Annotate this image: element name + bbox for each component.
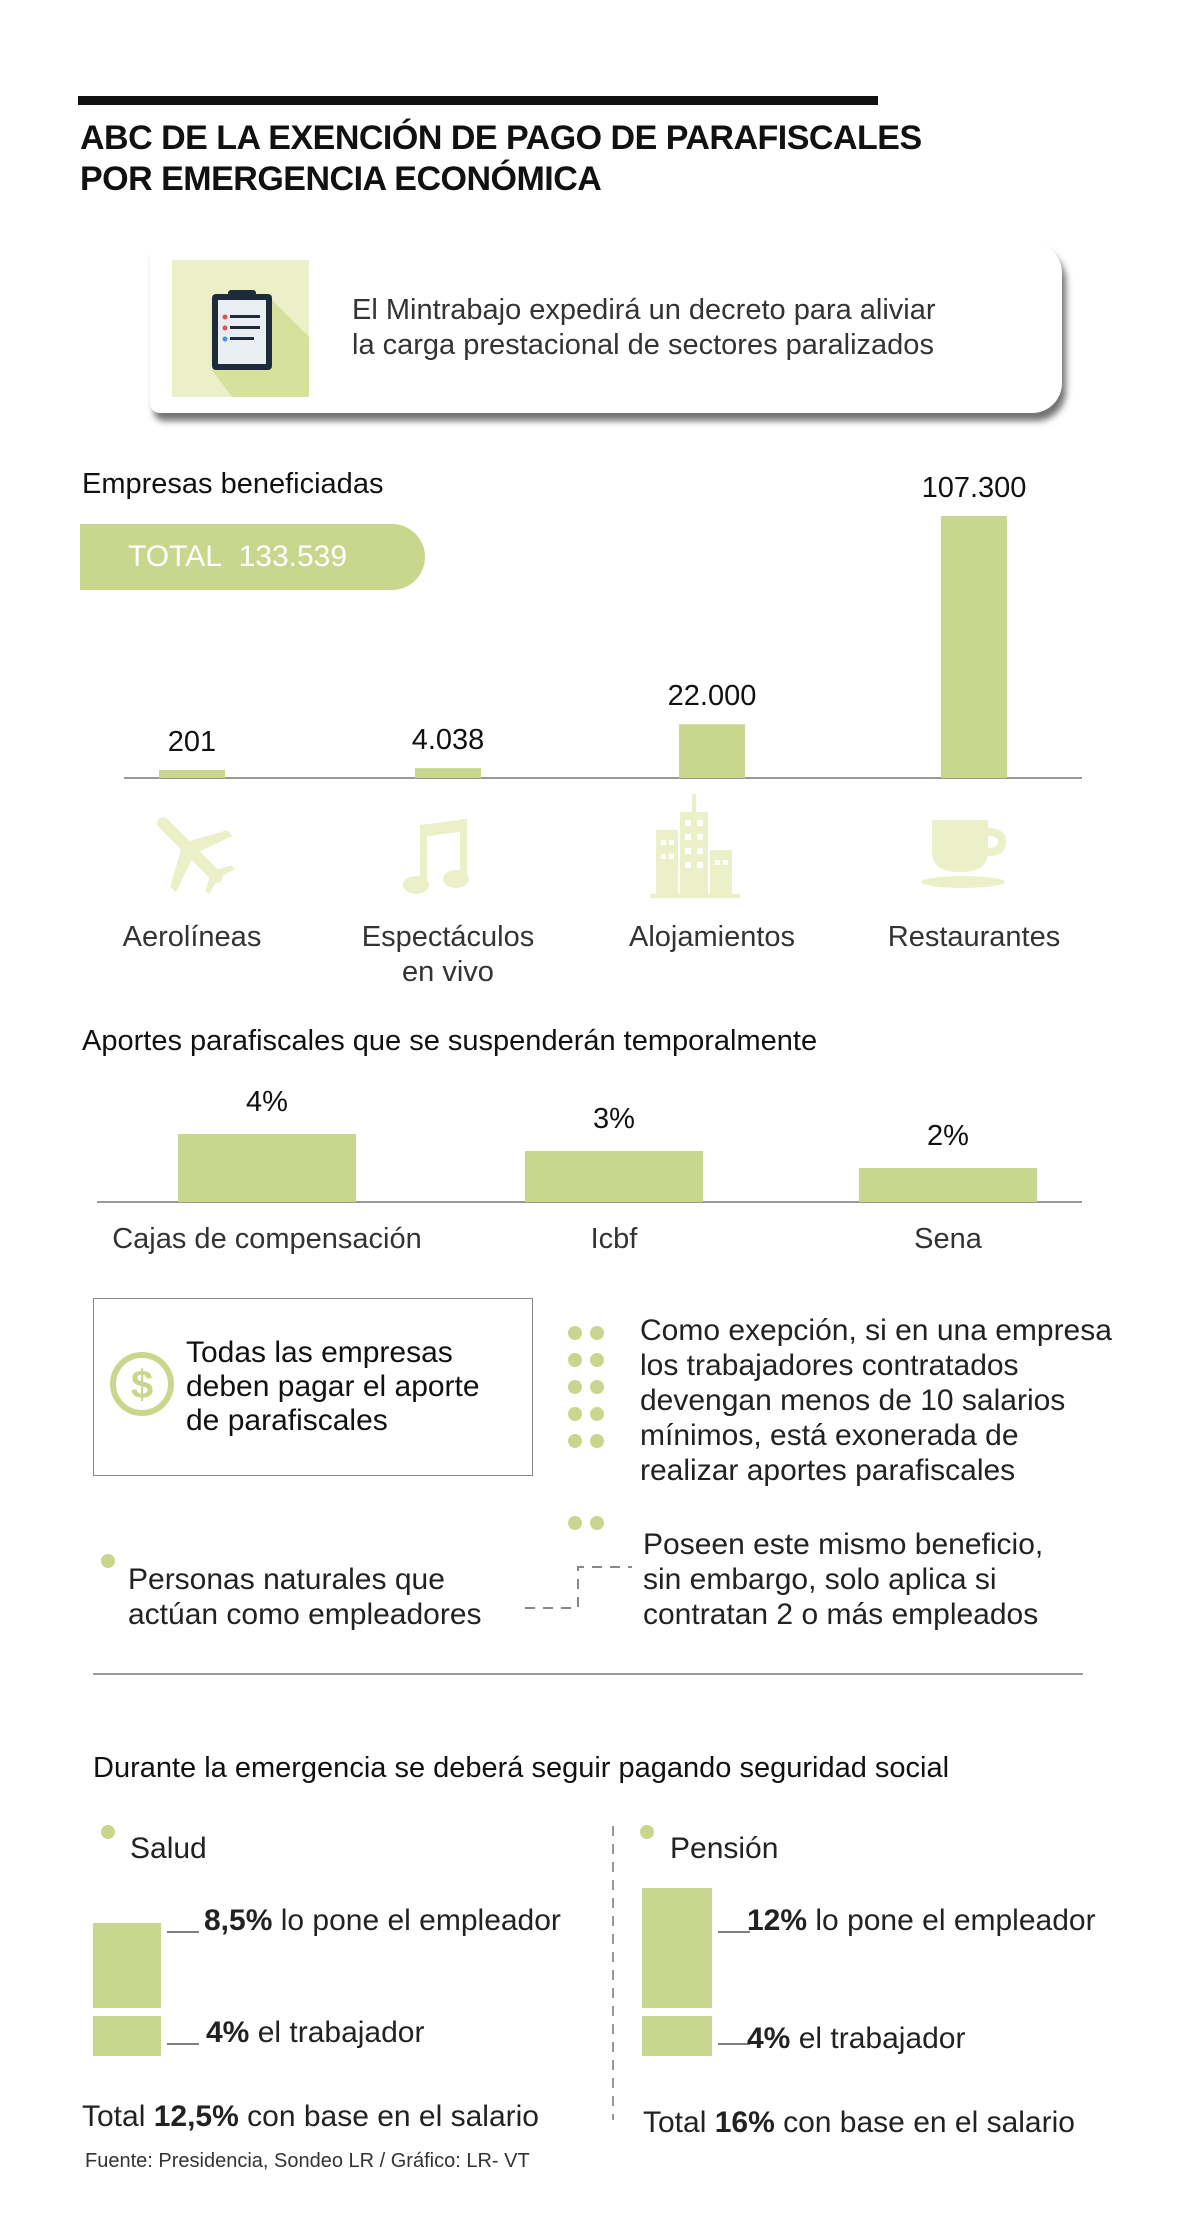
- contributions-value-label: 3%: [593, 1103, 635, 1135]
- companies-category-label: en vivo: [402, 956, 494, 988]
- companies-value-label: 22.000: [667, 680, 757, 713]
- total-value: 133.539: [238, 540, 348, 573]
- social-heading: Durante la emergencia se deberá seguir pagando seguridad social: [93, 1752, 950, 1784]
- pension-employer-text: [747, 1904, 1096, 1938]
- companies-value-label: 107.300: [921, 472, 1027, 504]
- salud-employer-desc: lo pone el empleador: [272, 1904, 561, 1937]
- pension-total-pct: 16%: [714, 2106, 775, 2139]
- total-label-text: TOTAL: [128, 540, 222, 573]
- contributions-heading: Aportes parafiscales que se suspenderán temporalmente: [82, 1025, 818, 1057]
- contributions-value-label: 2%: [927, 1120, 969, 1152]
- pension-total-post: con base en el salario: [774, 2106, 1075, 2139]
- companies-heading: Empresas beneficiadas: [82, 468, 384, 500]
- salud-total-post: con base en el salario: [238, 2100, 539, 2133]
- pension-worker-pct: 4%: [747, 2022, 791, 2055]
- salud-employer-pct: 8,5%: [204, 1904, 273, 1937]
- natural-line-2: actúan como empleadores: [128, 1598, 482, 1631]
- exception-line-1: Como exepción, si en una empresa: [640, 1314, 1112, 1347]
- exception-line-2: los trabajadores contratados: [640, 1349, 1019, 1382]
- pension-label: Pensión: [670, 1832, 779, 1865]
- pension-worker-text: [747, 2022, 965, 2056]
- exception-line-3: devengan menos de 10 salarios: [640, 1384, 1066, 1417]
- pension-employer-desc: lo pone el empleador: [807, 1904, 1096, 1937]
- companies-category-label: Restaurantes: [887, 921, 1061, 953]
- contributions-category-label: Icbf: [590, 1223, 638, 1255]
- contributions-category-label: Cajas de compensación: [112, 1223, 422, 1255]
- contributions-value-label: 4%: [246, 1086, 288, 1118]
- companies-category-label: Aerolíneas: [122, 921, 262, 953]
- intro-line-2: la carga prestacional de sectores paralizados: [352, 329, 934, 361]
- companies-category-label: Alojamientos: [628, 921, 796, 953]
- pension-worker-desc: el trabajador: [790, 2022, 966, 2055]
- pension-total-text: [643, 2106, 1075, 2140]
- salud-worker-desc: el trabajador: [249, 2016, 425, 2049]
- salud-worker-bar: [93, 2016, 161, 2056]
- companies-value-label: 4.038: [411, 724, 485, 757]
- pension-employer-bar: [642, 1888, 712, 2008]
- salud-label: Salud: [130, 1832, 207, 1865]
- rule-line-3: de parafiscales: [186, 1404, 388, 1437]
- svg-text:$: $: [130, 1363, 154, 1407]
- rule-line-2: deben pagar el aporte: [186, 1370, 480, 1403]
- source-note: Fuente: Presidencia, Sondeo LR / Gráfico: LR- VT: [85, 2150, 530, 2172]
- benefit-line-2: sin embargo, solo aplica si: [643, 1563, 997, 1596]
- title-line-2: POR EMERGENCIA ECONÓMICA: [80, 160, 602, 198]
- salud-employer-bar: [93, 1923, 161, 2008]
- salud-total-pre: Total: [82, 2100, 154, 2133]
- intro-line-1: El Mintrabajo expedirá un decreto para aliviar: [352, 294, 936, 326]
- salud-worker-text: [206, 2016, 424, 2050]
- contributions-category-label: Sena: [914, 1223, 982, 1255]
- benefit-line-1: Poseen este mismo beneficio,: [643, 1528, 1044, 1561]
- companies-category-label: Espectáculos: [361, 921, 535, 953]
- salud-total-pct: 12,5%: [153, 2100, 239, 2133]
- exception-line-4: mínimos, está exonerada de: [640, 1419, 1019, 1452]
- salud-employer-text: [204, 1904, 561, 1938]
- exception-line-5: realizar aportes parafiscales: [640, 1454, 1016, 1487]
- benefit-line-3: contratan 2 o más empleados: [643, 1598, 1039, 1631]
- pension-employer-pct: 12%: [747, 1904, 808, 1937]
- salud-total-text: [82, 2100, 539, 2134]
- natural-line-1: Personas naturales que: [128, 1563, 445, 1596]
- rule-line-1: Todas las empresas: [186, 1336, 453, 1369]
- salud-worker-pct: 4%: [206, 2016, 250, 2049]
- title-line-1: ABC DE LA EXENCIÓN DE PAGO DE PARAFISCALES: [80, 119, 922, 157]
- pension-total-pre: Total: [643, 2106, 715, 2139]
- companies-value-label: 201: [167, 726, 217, 758]
- pension-worker-bar: [642, 2016, 712, 2056]
